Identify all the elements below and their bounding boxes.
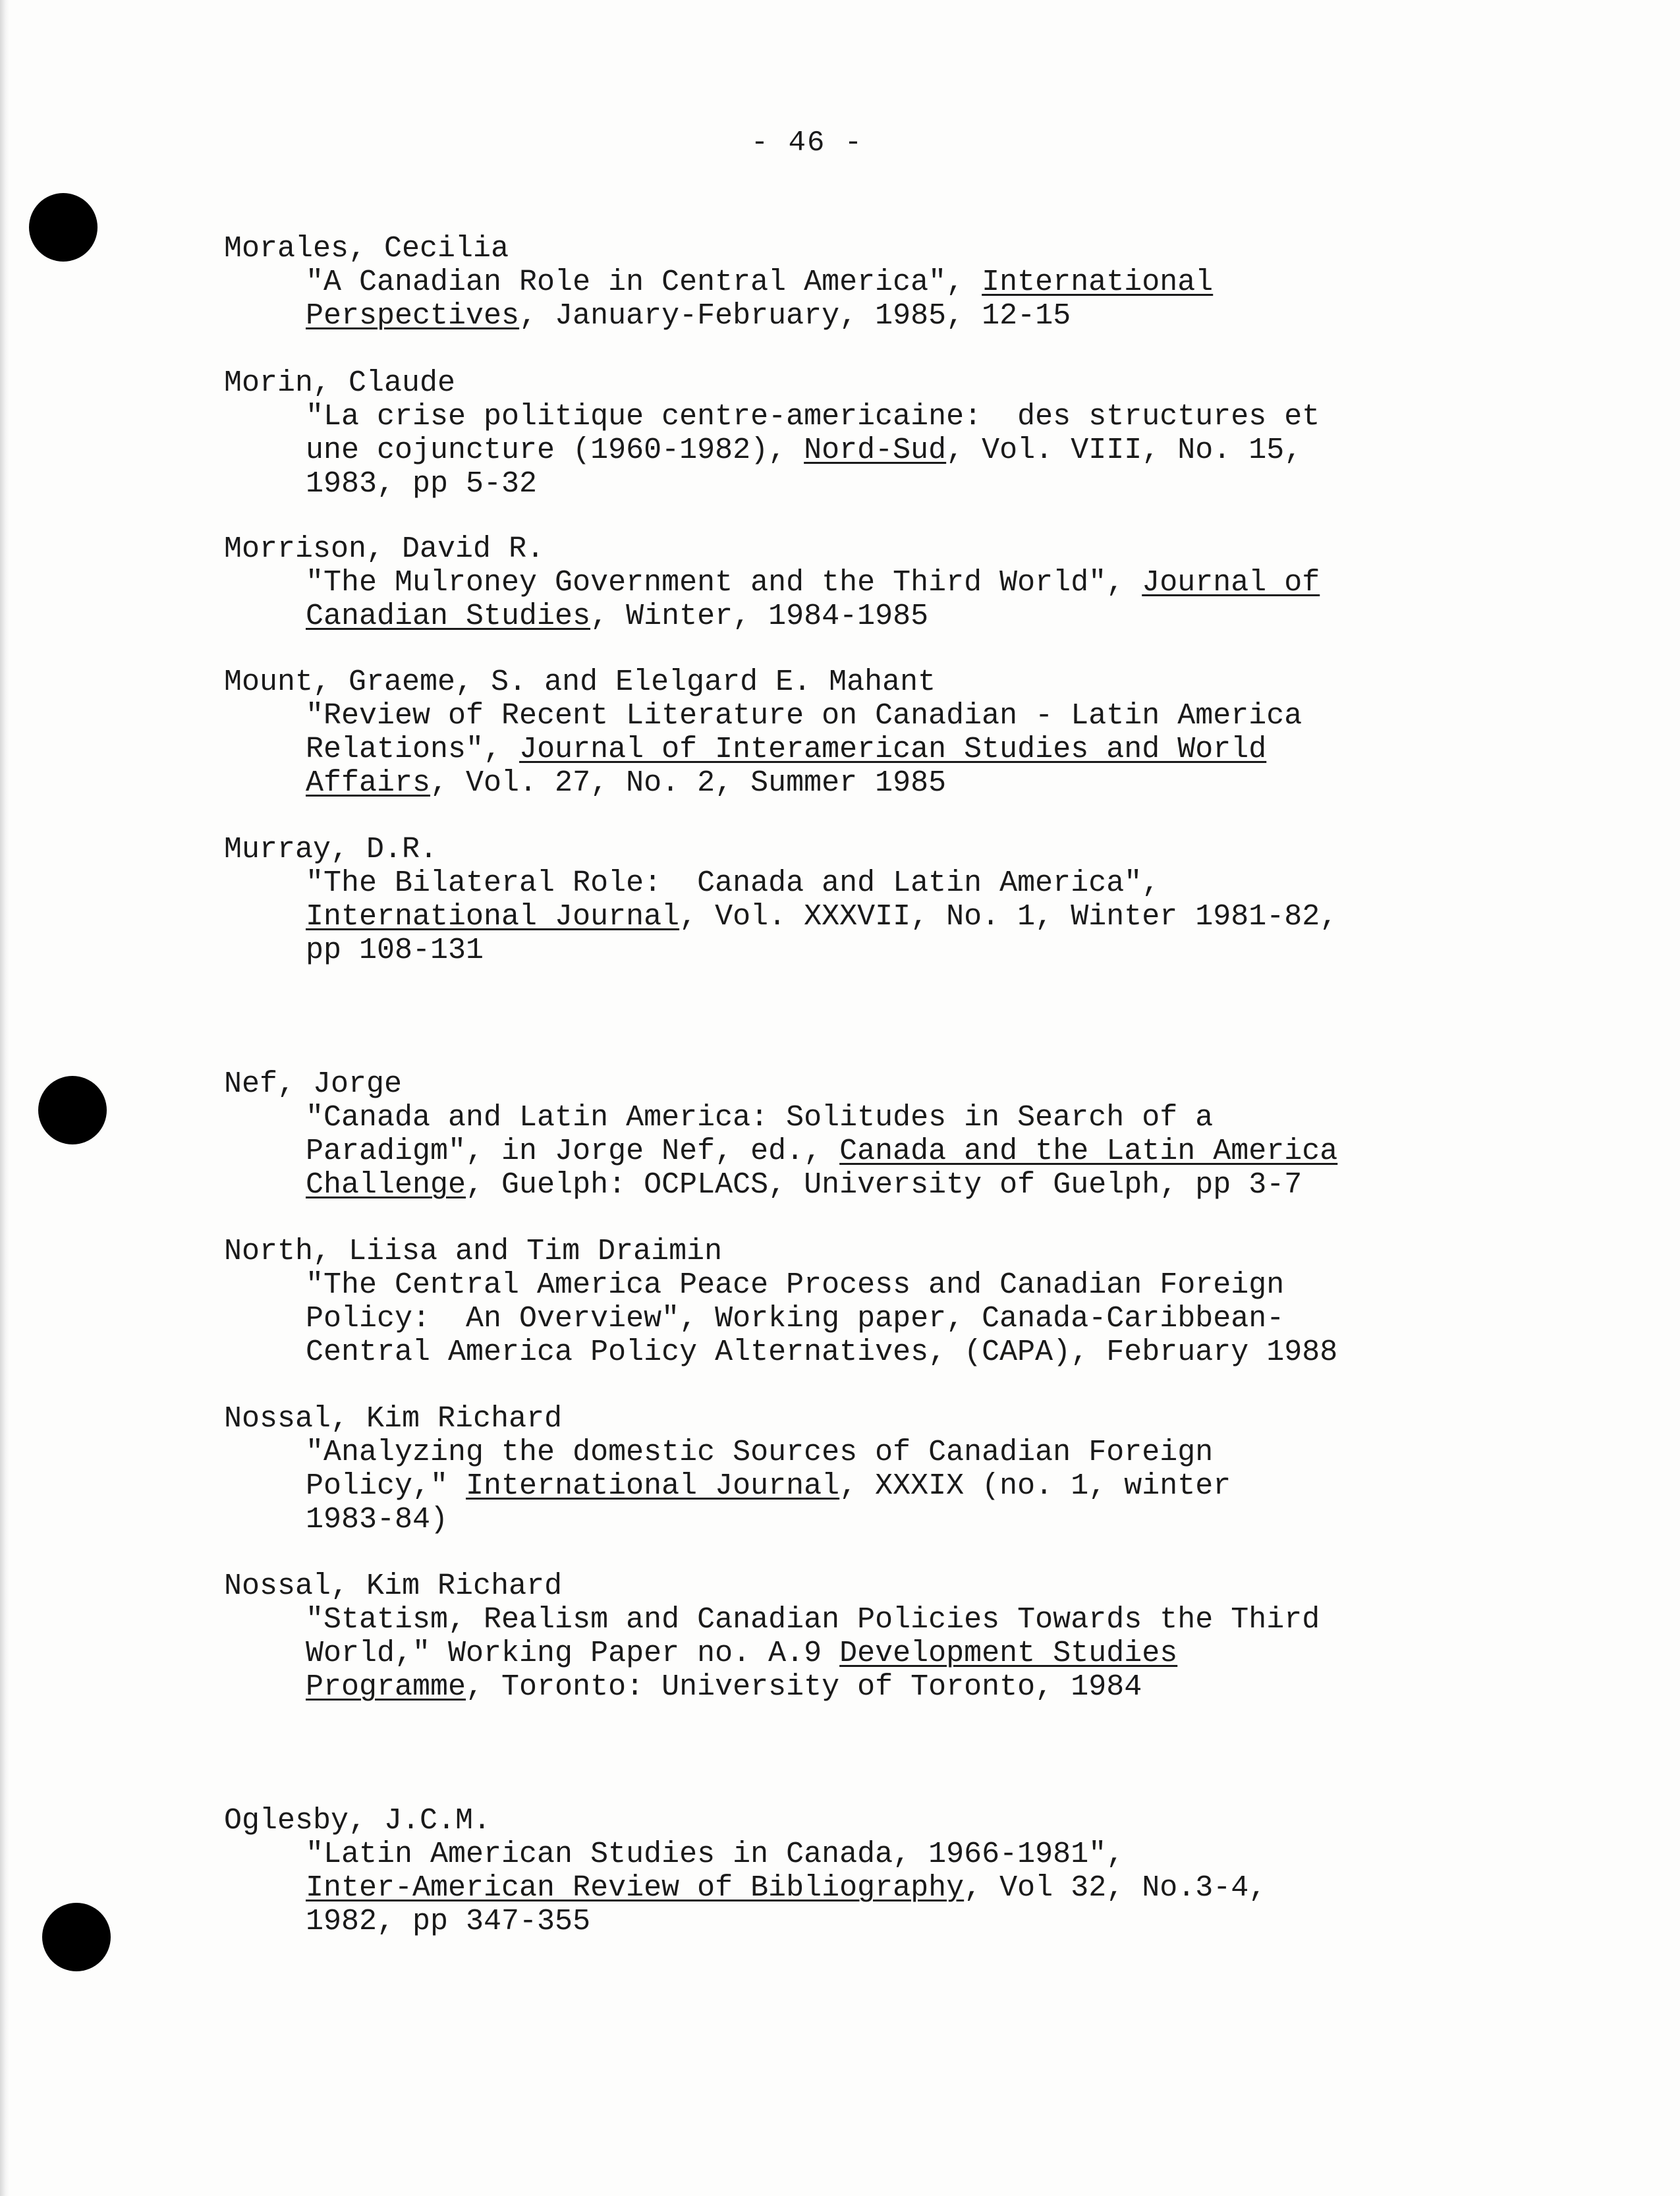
citation-text: , Vol. XXXVII, No. 1, Winter 1981-82, (679, 900, 1338, 934)
citation-text: 1982, pp 347-355 (306, 1905, 591, 1938)
citation-text: Relations", (306, 733, 520, 766)
punch-hole-bottom (42, 1903, 111, 1971)
entry-citation-line (224, 1302, 1337, 1336)
citation-text: "La crise politique centre-americaine: des structures et (306, 400, 1320, 434)
citation-text: , Toronto: University of Toronto, 1984 (466, 1670, 1142, 1704)
entry-author: Nossal, Kim Richard (224, 1569, 563, 1603)
entry-citation-line (224, 566, 1320, 600)
citation-text: , Vol. VIII, No. 15, (946, 434, 1302, 467)
citation-text: , Vol 32, No.3-4, (964, 1871, 1267, 1905)
entry-citation-line (224, 400, 1320, 434)
citation-title: Challenge (306, 1168, 466, 1202)
citation-text: Policy," (306, 1469, 466, 1503)
citation-title: Canada and the Latin America (839, 1135, 1338, 1168)
entry-citation-line (224, 866, 1337, 900)
entry-citation-line (224, 1336, 1337, 1369)
bibliography-entry (224, 532, 1320, 633)
entry-citation-line (224, 1101, 1337, 1135)
scan-edge-shadow (0, 0, 9, 2196)
entry-citation-line (224, 1469, 1231, 1503)
citation-text: , XXXIX (no. 1, winter (839, 1469, 1231, 1503)
citation-text: "The Mulroney Government and the Third World", (306, 566, 1142, 600)
citation-title: Programme (306, 1670, 466, 1704)
citation-text: , Vol. 27, No. 2, Summer 1985 (430, 766, 947, 800)
page-number: - 46 - (750, 127, 864, 159)
bibliography-entry (224, 1402, 1231, 1536)
entry-citation-line (224, 934, 1337, 967)
punch-hole-middle (38, 1076, 107, 1144)
entry-citation-line (224, 299, 1213, 333)
citation-text: Central America Policy Alternatives, (CAPA), February 1988 (306, 1336, 1338, 1369)
entry-author: North, Liisa and Tim Draimin (224, 1235, 723, 1268)
entry-author: Murray, D.R. (224, 833, 438, 866)
entry-author: Morales, Cecilia (224, 232, 509, 266)
citation-text: Policy: An Overview", Working paper, Canada-Caribbean- (306, 1302, 1285, 1336)
entry-citation-line (224, 699, 1302, 733)
bibliography-entry (224, 366, 1320, 501)
entry-citation-line (224, 266, 1213, 299)
bibliography-entry (224, 1804, 1266, 1938)
citation-text: , January-February, 1985, 12-15 (519, 299, 1071, 333)
entry-citation-line (224, 1135, 1337, 1168)
citation-text: "Statism, Realism and Canadian Policies Towards the Third (306, 1603, 1320, 1637)
bibliography-entry (224, 833, 1337, 967)
entry-citation-line (224, 733, 1302, 766)
bibliography-entry (224, 232, 1213, 333)
citation-text: 1983-84) (306, 1503, 449, 1536)
entry-citation-line (224, 1436, 1231, 1469)
citation-text: 1983, pp 5-32 (306, 467, 538, 501)
citation-text: , Winter, 1984-1985 (590, 600, 929, 633)
citation-title: Journal of (1142, 566, 1320, 600)
citation-title: International (982, 266, 1214, 299)
entry-citation-line (224, 1670, 1320, 1704)
bibliography-entry (224, 1067, 1337, 1202)
bibliography-entry (224, 665, 1302, 800)
entry-citation-line (224, 600, 1320, 633)
entry-author: Morin, Claude (224, 366, 456, 400)
bibliography-entry (224, 1235, 1337, 1369)
citation-text: "The Central America Peace Process and Canadian Foreign (306, 1268, 1285, 1302)
citation-title: Nord-Sud (804, 434, 947, 467)
bibliography-entry (224, 1569, 1320, 1704)
citation-text: Paradigm", in Jorge Nef, ed., (306, 1135, 840, 1168)
entry-citation-line (224, 1503, 1231, 1536)
entry-author: Mount, Graeme, S. and Elelgard E. Mahant (224, 665, 936, 699)
citation-text: pp 108-131 (306, 934, 484, 967)
entry-citation-line (224, 1871, 1266, 1905)
citation-text: World," Working Paper no. A.9 (306, 1637, 840, 1670)
punch-hole-top (29, 193, 98, 262)
entry-author: Morrison, David R. (224, 532, 545, 566)
citation-text: "The Bilateral Role: Canada and Latin America", (306, 866, 1160, 900)
entry-citation-line (224, 1603, 1320, 1637)
entry-author: Nef, Jorge (224, 1067, 403, 1101)
citation-text: une cojuncture (1960-1982), (306, 434, 804, 467)
entry-citation-line (224, 1168, 1337, 1202)
citation-text: "Analyzing the domestic Sources of Canadian Foreign (306, 1436, 1214, 1469)
citation-text: , Guelph: OCPLACS, University of Guelph, pp 3-7 (466, 1168, 1302, 1202)
citation-text: "A Canadian Role in Central America", (306, 266, 982, 299)
entry-citation-line (224, 766, 1302, 800)
entry-citation-line (224, 1268, 1337, 1302)
citation-title: International Journal (306, 900, 680, 934)
entry-citation-line (224, 900, 1337, 934)
citation-title: Development Studies (839, 1637, 1178, 1670)
citation-title: Journal of Interamerican Studies and World (519, 733, 1267, 766)
citation-text: "Canada and Latin America: Solitudes in Search of a (306, 1101, 1214, 1135)
entry-citation-line (224, 467, 1320, 501)
citation-title: Inter-American Review of Bibliography (306, 1871, 965, 1905)
citation-text: "Review of Recent Literature on Canadian - Latin America (306, 699, 1302, 733)
entry-author: Nossal, Kim Richard (224, 1402, 563, 1436)
entry-author: Oglesby, J.C.M. (224, 1804, 491, 1838)
entry-citation-line (224, 1838, 1266, 1871)
citation-title: International Journal (466, 1469, 840, 1503)
entry-citation-line (224, 434, 1320, 467)
citation-title: Canadian Studies (306, 600, 591, 633)
citation-text: "Latin American Studies in Canada, 1966-1981", (306, 1838, 1125, 1871)
citation-title: Affairs (306, 766, 431, 800)
entry-citation-line (224, 1637, 1320, 1670)
citation-title: Perspectives (306, 299, 520, 333)
entry-citation-line (224, 1905, 1266, 1938)
